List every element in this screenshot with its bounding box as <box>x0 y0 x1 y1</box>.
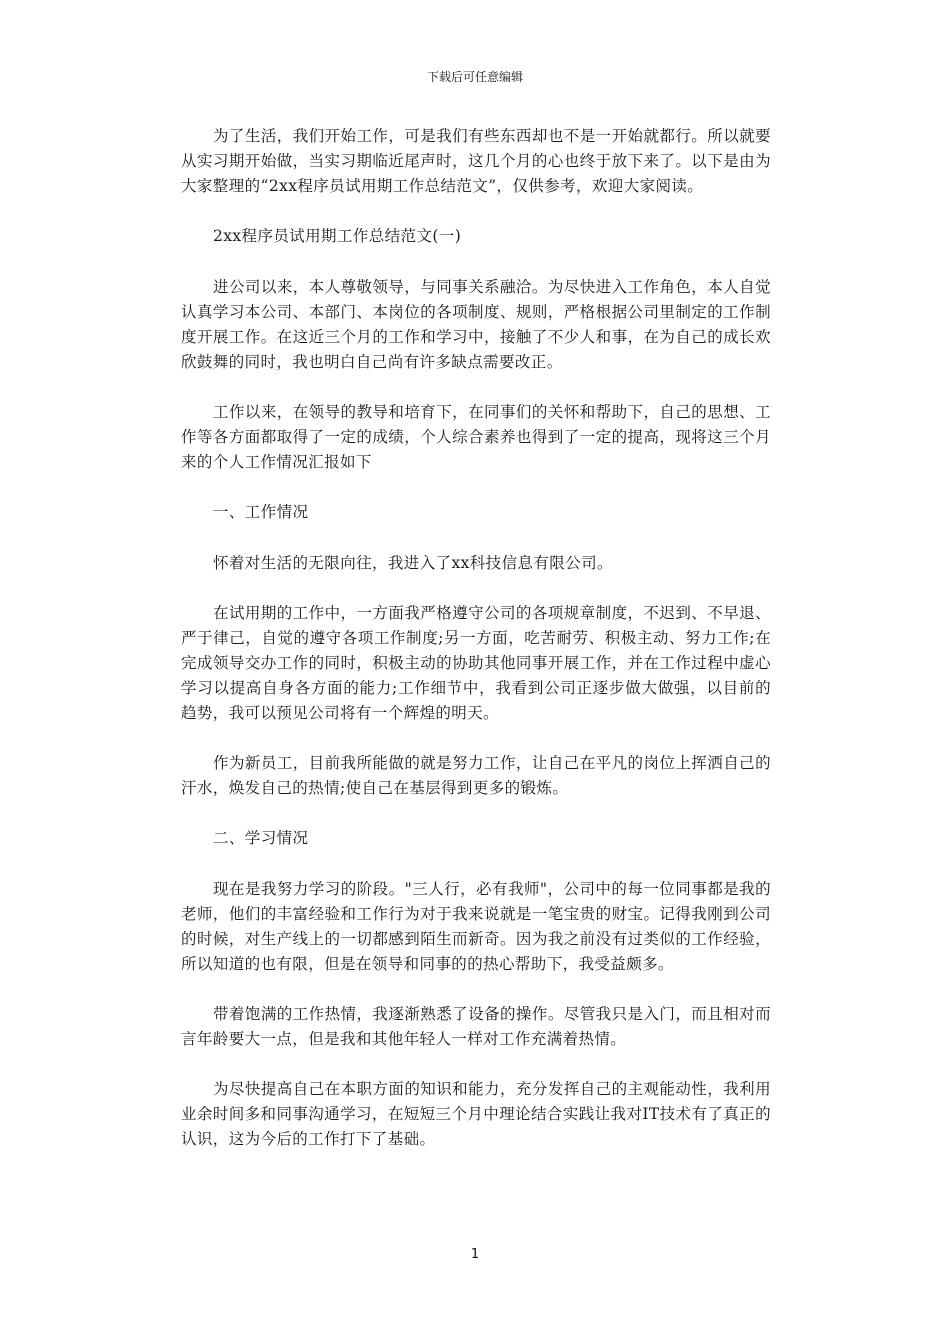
section-title: 2xx程序员试用期工作总结范文(一) <box>213 227 462 245</box>
page-header: 下载后可任意编辑 <box>426 70 523 84</box>
section-heading-work: 一、工作情况 <box>213 503 309 521</box>
body-paragraph: 作为新员工，目前我所能做的就是努力工作，让自己在平凡的岗位上挥洒自己的汗水，焕发自己的热情;使自己在基层得到更多的锻炼。 <box>181 754 771 797</box>
body-paragraph: 在试用期的工作中，一方面我严格遵守公司的各项规章制度，不迟到、不早退、严于律己，自觉的遵守各项工作制度;另一方面，吃苦耐劳、积极主动、努力工作;在完成领导交办工作的同时，积极主动的协助其他同事开展工作，并在工作过程中虚心学习以提高自身各方面的能力;工作细节中，我看到公司正逐步做大做强，以目前的趋势，我可以预见公司将有一个辉煌的明天。 <box>181 604 771 722</box>
body-paragraph: 怀着对生活的无限向往，我进入了xx科技信息有限公司。 <box>213 554 613 572</box>
body-paragraph: 为尽快提高自己在本职方面的知识和能力，充分发挥自己的主观能动性，我利用业余时间多和同事沟通学习，在短短三个月中理论结合实践让我对IT技术有了真正的认识，这为今后的工作打下了基础。 <box>181 1080 771 1148</box>
section-heading-study: 二、学习情况 <box>213 829 309 847</box>
body-paragraph: 进公司以来，本人尊敬领导，与同事关系融洽。为尽快进入工作角色，本人自觉认真学习本公司、本部门、本岗位的各项制度、规则，严格根据公司里制定的工作制度开展工作。在这近三个月的工作和学习中，接触了不少人和事，在为自己的成长欢欣鼓舞的同时，我也明白自己尚有许多缺点需要改正。 <box>181 278 771 371</box>
page-number: 1 <box>470 1247 480 1262</box>
intro-paragraph: 为了生活，我们开始工作，可是我们有些东西却也不是一开始就都行。所以就要从实习期开始做，当实习期临近尾声时，这几个月的心也终于放下来了。以下是由为大家整理的“2xx程序员试用期工作总结范文”，仅供参考，欢迎大家阅读。 <box>181 127 771 195</box>
document-body <box>181 124 771 1177</box>
body-paragraph: 带着饱满的工作热情，我逐渐熟悉了设备的操作。尽管我只是入门，而且相对而言年龄要大一点，但是我和其他年轻人一样对工作充满着热情。 <box>181 1005 771 1048</box>
body-paragraph: 工作以来，在领导的教导和培育下，在同事们的关怀和帮助下，自己的思想、工作等各方面都取得了一定的成绩，个人综合素养也得到了一定的提高，现将这三个月来的个人工作情况汇报如下 <box>181 403 771 471</box>
body-paragraph: 现在是我努力学习的阶段。"三人行，必有我师"，公司中的每一位同事都是我的老师，他们的丰富经验和工作行为对于我来说就是一笔宝贵的财宝。记得我刚到公司的时候，对生产线上的一切都感到陌生而新奇。因为我之前没有过类似的工作经验，所以知道的也有限，但是在领导和同事的的热心帮助下，我受益颇多。 <box>181 880 771 973</box>
